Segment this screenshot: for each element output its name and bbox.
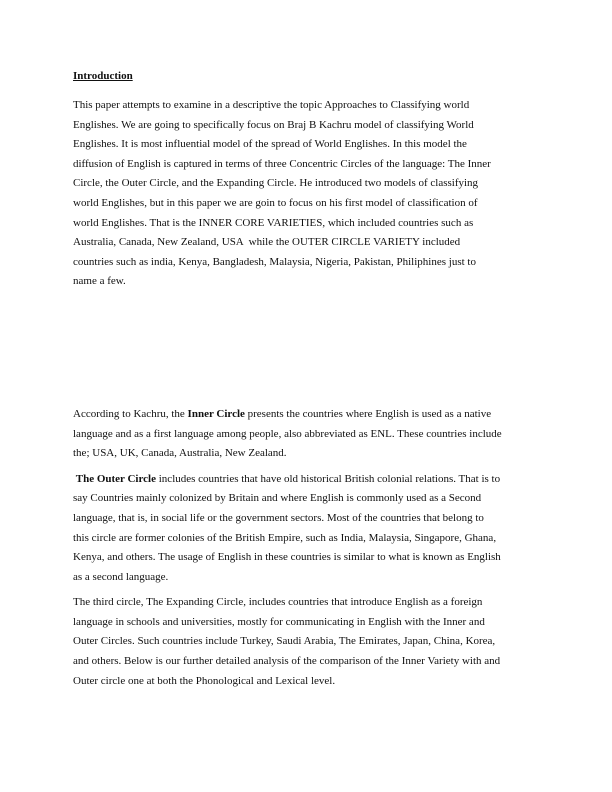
- text-line: [73, 194, 553, 214]
- text-line: [73, 116, 553, 136]
- text-span: say Countries mainly colonized by Britain and where English is commonly used as a Second: [73, 492, 482, 505]
- text-line: [73, 425, 553, 445]
- text-line: [73, 509, 553, 529]
- text-span: world Englishes, but in this paper we are goin to focus on his first model of classification of: [73, 196, 478, 209]
- text-line: [73, 652, 553, 672]
- text-span: Circle, the Outer Circle, and the Expanding Circle. He introduced two models of classifying: [73, 177, 479, 190]
- text-span: language and as a first language among people, also abbreviated as ENL. These countries include: [73, 427, 502, 440]
- text-span: presents the countries where English is used as a native: [244, 407, 492, 420]
- text-line: [73, 568, 553, 588]
- text-span: Kenya, and others. The usage of English in these countries is similar to what is known as English: [73, 551, 501, 564]
- text-span: the; USA, UK, Canada, Australia, New Zealand.: [73, 447, 287, 460]
- text-line: [73, 529, 553, 549]
- text-span: countries such as india, Kenya, Bangladesh, Malaysia, Nigeria, Pakistan, Philiphines just to: [73, 255, 476, 268]
- text-line: [73, 253, 553, 273]
- text-span: Englishes. We are going to specifically focus on Braj B Kachru model of classifying World: [73, 118, 474, 131]
- text-line: [73, 214, 553, 234]
- bold-term: The Outer Circle: [75, 472, 156, 485]
- paragraph: [73, 405, 553, 464]
- bold-term: Inner Circle: [187, 407, 245, 420]
- text-span: The third circle, The Expanding Circle, includes countries that introduce English as a foreign: [73, 596, 483, 609]
- blank-space: [73, 298, 553, 405]
- text-span: language, that is, in social life or the government sectors. Most of the countries that belong to: [73, 511, 484, 524]
- text-line: [73, 470, 553, 490]
- text-line: [73, 233, 553, 253]
- text-line: [73, 96, 553, 116]
- text-span: Englishes. It is most influential model of the spread of World Englishes. In this model the: [73, 138, 467, 151]
- text-span: Australia, Canada, New Zealand, USA while the OUTER CIRCLE VARIETY included: [73, 236, 461, 249]
- text-line: [73, 593, 553, 613]
- text-line: [73, 405, 553, 425]
- text-span: Outer Circles. Such countries include Turkey, Saudi Arabia, The Emirates, Japan, China, Korea,: [73, 635, 496, 648]
- text-span: world Englishes. That is the INNER CORE VARIETIES, which included countries such as: [73, 216, 474, 229]
- text-span: This paper attempts to examine in a descriptive the topic Approaches to Classifying world: [73, 99, 470, 111]
- text-span: Outer circle one at both the Phonological and Lexical level.: [73, 674, 336, 687]
- text-line: [73, 672, 553, 692]
- text-span: According to Kachru, the: [73, 407, 188, 420]
- text-span: includes countries that have old historical British colonial relations. That is to: [156, 472, 501, 485]
- document-page: [73, 70, 553, 697]
- section-heading: Introduction: [73, 70, 133, 82]
- text-line: [73, 174, 553, 194]
- text-line: [73, 548, 553, 568]
- text-span: and others. Below is our further detailed analysis of the comparison of the Inner Variety with and: [73, 655, 501, 668]
- text-span: this circle are former colonies of the British Empire, such as India, Malaysia, Singapore, Ghana,: [73, 531, 497, 544]
- paragraph: [73, 470, 553, 588]
- paragraph: [73, 593, 553, 691]
- text-span: language in schools and universities, mostly for communicating in English with the Inner and: [73, 615, 485, 628]
- text-line: [73, 632, 553, 652]
- document-body: [73, 96, 553, 691]
- paragraph: [73, 96, 553, 292]
- text-span: as a second language.: [73, 570, 169, 583]
- text-line: [73, 135, 553, 155]
- text-line: [73, 489, 553, 509]
- text-line: [73, 155, 553, 175]
- text-line: [73, 613, 553, 633]
- text-span: diffusion of English is captured in terms of three Concentric Circles of the language: The Inner: [73, 157, 491, 170]
- text-span: name a few.: [73, 275, 126, 288]
- text-line: [73, 272, 553, 292]
- text-line: [73, 444, 553, 464]
